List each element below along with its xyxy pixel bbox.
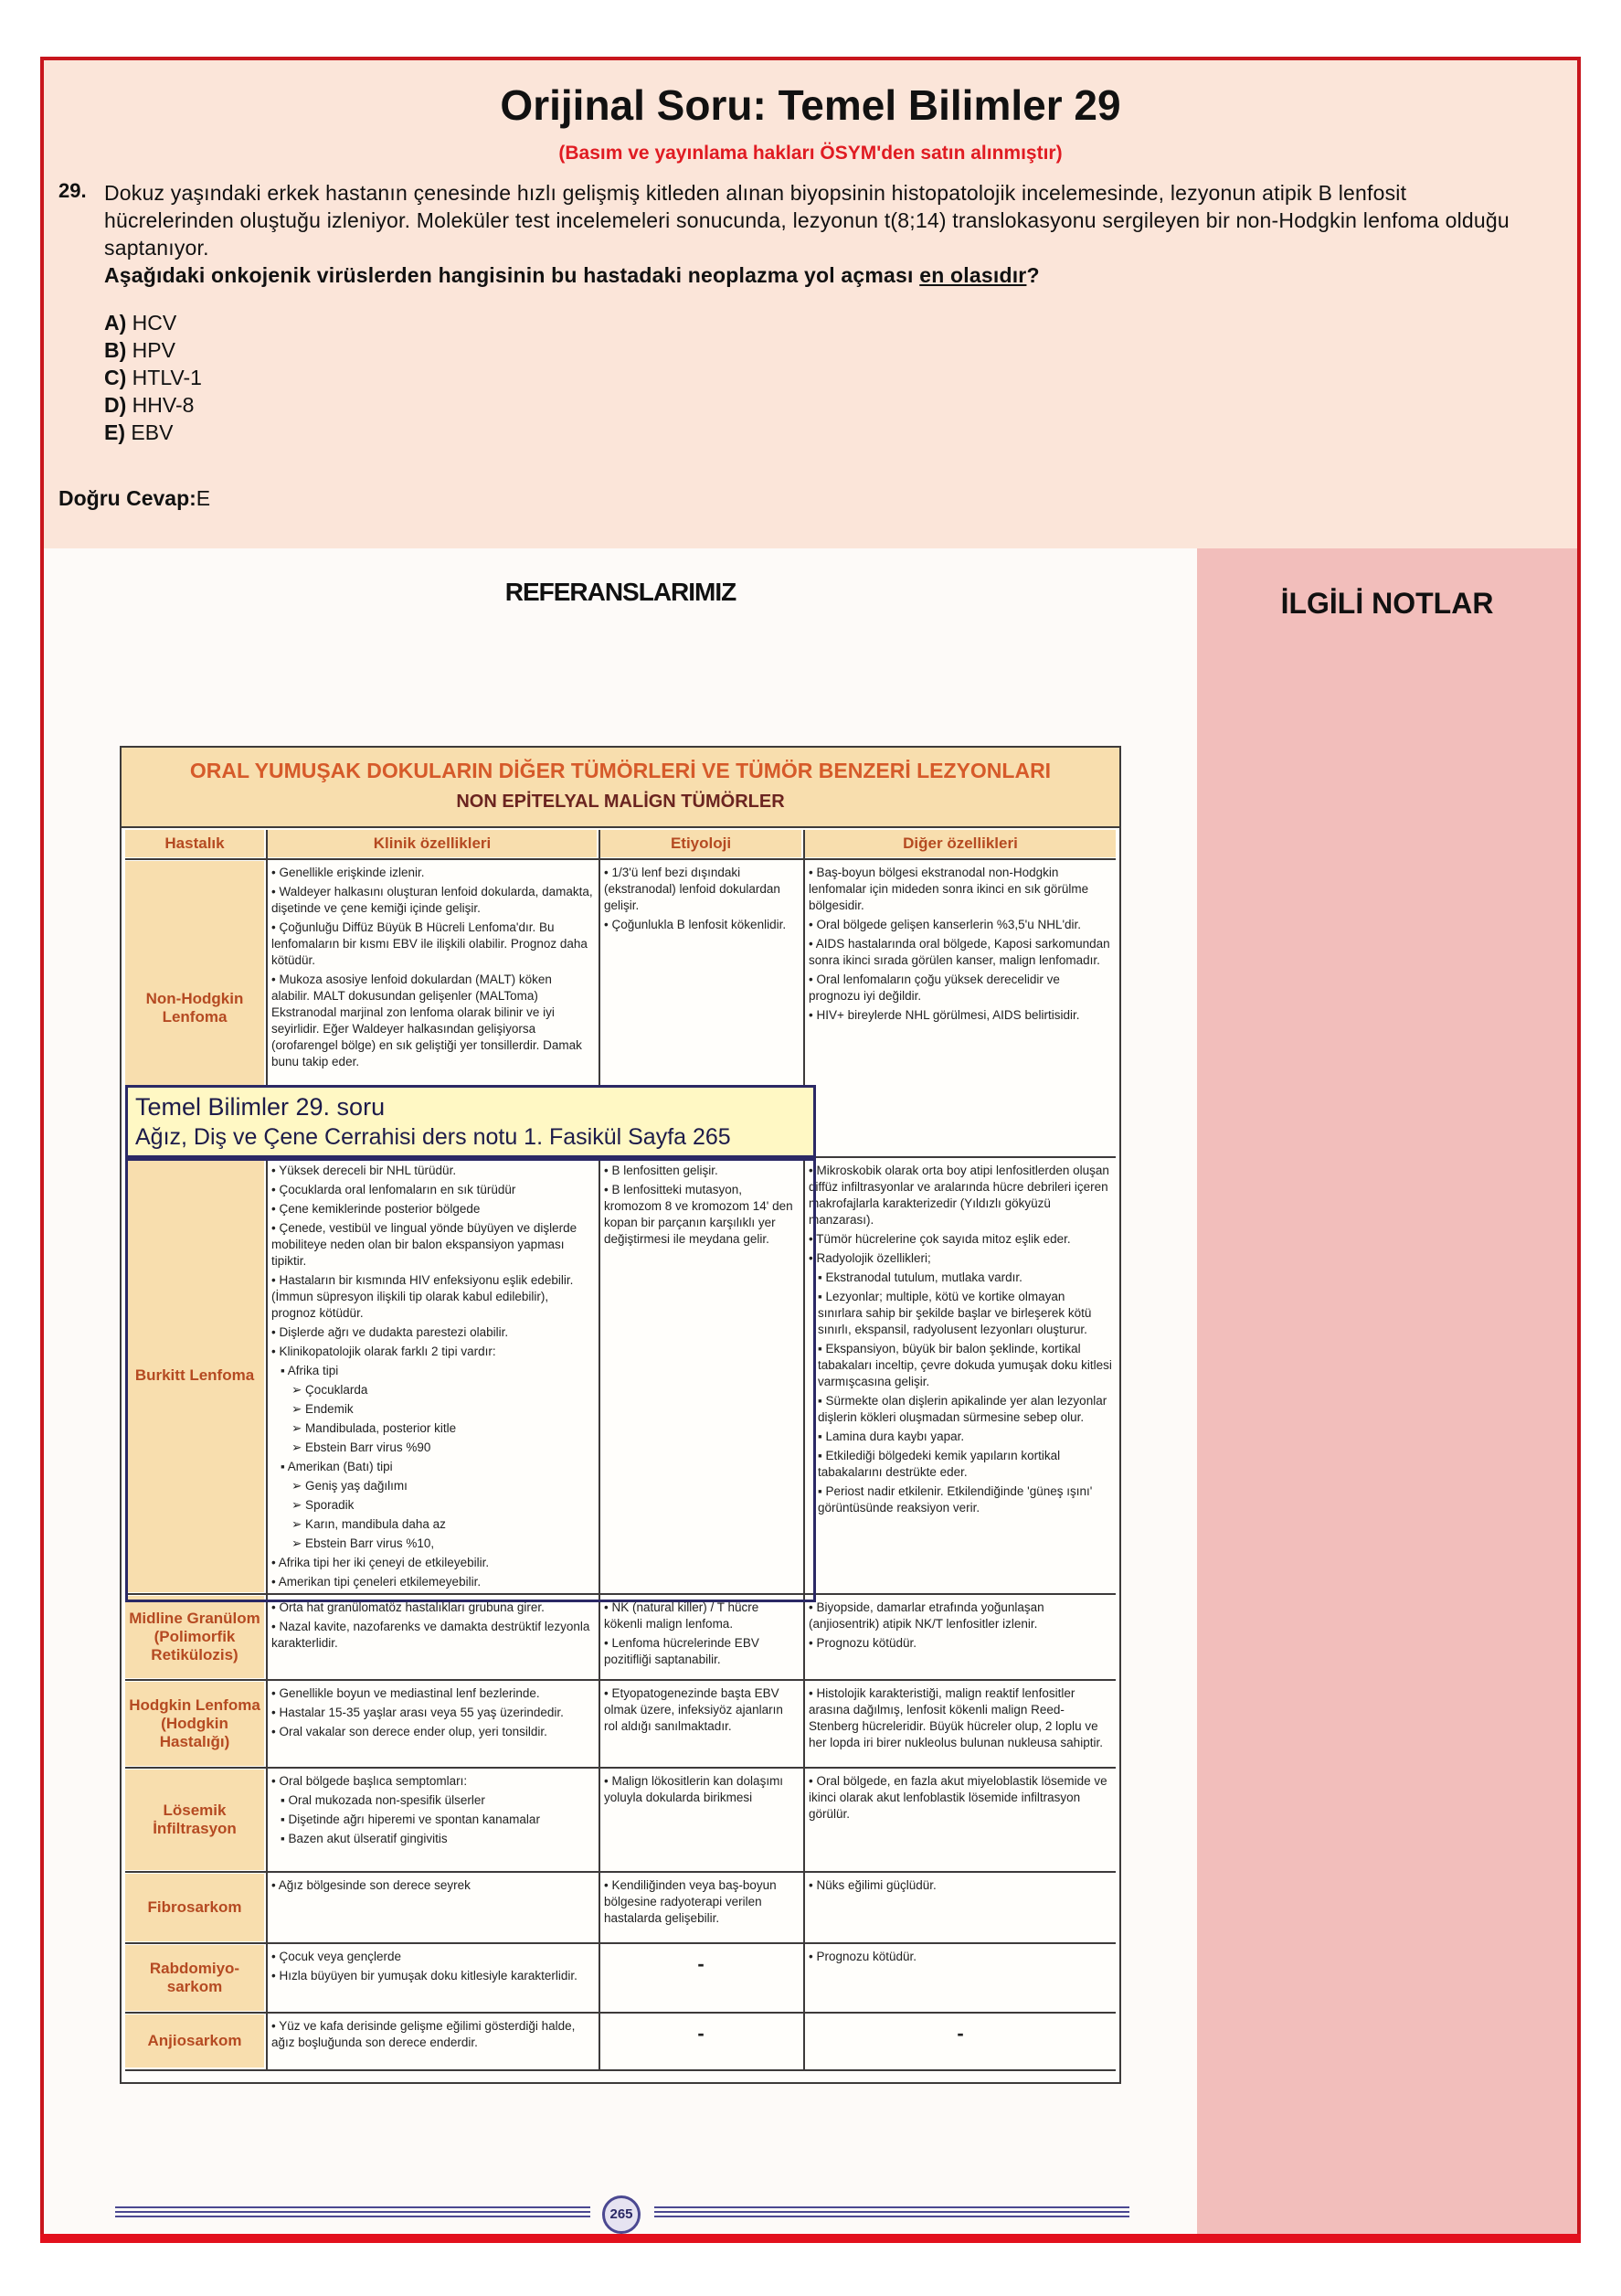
table-cell-clinical bbox=[271, 1600, 593, 1676]
table-cell-line: • Prognozu kötüdür. bbox=[809, 1636, 917, 1650]
table-cell-line: • Genellikle erişkinde izlenir. bbox=[271, 866, 425, 879]
table-cell-other bbox=[809, 1877, 1112, 1940]
callout-question-ref: Temel Bilimler 29. soru bbox=[135, 1093, 386, 1121]
table-cell-line: ▪ Amerikan (Batı) tipi bbox=[281, 1460, 393, 1473]
table-cell-line: ▪ Bazen akut ülseratif gingivitis bbox=[281, 1832, 448, 1845]
table-cell-etiology bbox=[604, 1685, 798, 1764]
question-stem: Dokuz yaşındaki erkek hastanın çenesinde hızlı gelişmiş kitleden alınan biyopsinin histopatolojik incelemesinde, lezyonun atipik B lenfosit hücrelerinden oluştuğu izleniyor. Moleküler test incelemeleri sonucunda, lezyonun t(8;14) translokasyonu sergileyen bir non-Hodgkin lenfoma olduğu saptanıyor. bbox=[104, 181, 1510, 260]
table-row-name: Fibrosarkom bbox=[125, 1874, 264, 1941]
col-header-etiology: Etiyoloji bbox=[600, 830, 801, 857]
table-cell-line: • Mikroskobik olarak orta boy atipi lenfositlerden oluşan diffüz infiltrasyonlar ve aralarında hücre debrileri içeren makrofajlarla karakterizedir (Yıldızlı gökyüzü manzarası). bbox=[809, 1164, 1109, 1227]
table-cell-line: - bbox=[957, 2022, 964, 2045]
table-cell-clinical bbox=[271, 1773, 593, 1868]
table-cell-etiology bbox=[604, 1600, 798, 1676]
table-cell-line: • Nüks eğilimi güçlüdür. bbox=[809, 1878, 937, 1892]
table-cell-line: ▪ Ekstranodal tutulum, mutlaka vardır. bbox=[818, 1270, 1022, 1284]
table-cell-other bbox=[809, 1600, 1112, 1676]
table-row-divider bbox=[125, 1679, 1116, 1681]
table-cell-line: • Mukoza asosiye lenfoid dokulardan (MALT) köken alabilir. MALT dokusundan gelişenler (MALToma) Ekstranodal marjinal zon lenfoma olarak bilinir ve iyi seyirlidir. Eğer Waldeyer halkasından gelişiyorsa (orofarengel bölge) en sık geliştiği yer tonsillerdir. Damak bunu takip eder. bbox=[271, 973, 582, 1068]
table-cell-etiology bbox=[604, 1949, 798, 2009]
table-row-name: Rabdomiyo-sarkom bbox=[125, 1945, 264, 2011]
table-bottom-rule bbox=[125, 2069, 1116, 2071]
copyright-note: (Basım ve yayınlama hakları ÖSYM'den satın alınmıştır) bbox=[558, 143, 1063, 164]
question-emphasis: en olasıdır bbox=[919, 263, 1027, 287]
table-cell-clinical bbox=[271, 1877, 593, 1940]
table-cell-line: • B lenfositteki mutasyon, kromozom 8 ve kromozom 14' den kopan bir parçanın karşılıklı yer değiştirmesi ile meydana gelir. bbox=[604, 1183, 793, 1246]
table-cell-line: - bbox=[697, 2022, 705, 2045]
notes-title: İLGİLİ NOTLAR bbox=[1280, 587, 1494, 620]
table-cell-other bbox=[809, 2018, 1112, 2066]
table-cell-line: • NK (natural killer) / T hücre kökenli malign lenfoma. bbox=[604, 1600, 759, 1631]
table-cell-line: ▪ Dişetinde ağrı hiperemi ve spontan kanamalar bbox=[281, 1812, 540, 1826]
table-cell-line: • Çocuk veya gençlerde bbox=[271, 1950, 402, 1963]
table-cell-line: • Çoğunluğu Diffüz Büyük B Hücreli Lenfoma'dır. Bu lenfomaların bir kısmı EBV ile ilişkili olabilir. Prognoz daha kötüdür. bbox=[271, 920, 588, 967]
table-cell-line: • Malign lökositlerin kan dolaşımı yoluyla dokularda birikmesi bbox=[604, 1774, 784, 1804]
reference-callout bbox=[125, 1085, 816, 1158]
table-cell-line: • Prognozu kötüdür. bbox=[809, 1950, 917, 1963]
col-header-disease: Hastalık bbox=[125, 830, 264, 857]
table-cell-line: • Nazal kavite, nazofarenks ve damakta destrüktif lezyonla karakterlidir. bbox=[271, 1620, 590, 1650]
table-cell-line: • Afrika tipi her iki çeneyi de etkileyebilir. bbox=[271, 1556, 490, 1569]
option-e: E) EBV bbox=[104, 420, 174, 444]
table-cell-etiology bbox=[604, 1877, 798, 1940]
bottom-red-bar bbox=[40, 2234, 1581, 2243]
table-cell-line: • Etyopatogenezinde başta EBV olmak üzere, infeksiyöz ajanların rol aldığı sanılmaktadır. bbox=[604, 1686, 783, 1733]
page-title: Orijinal Soru: Temel Bilimler 29 bbox=[500, 81, 1121, 129]
table-cell-line: ➢ Geniş yaş dağılımı bbox=[291, 1479, 408, 1493]
table-cell-line: • Oral bölgede başlıca semptomları: bbox=[271, 1774, 468, 1788]
table-cell-line: • Hastalar 15-35 yaşlar arası veya 55 yaş üzerindedir. bbox=[271, 1706, 564, 1719]
table-cell-line: • Ağız bölgesinde son derece seyrek bbox=[271, 1878, 471, 1892]
table-cell-line: • Yüksek dereceli bir NHL türüdür. bbox=[271, 1164, 457, 1177]
question-number: 29. bbox=[58, 179, 87, 202]
callout-source-ref: Ağız, Diş ve Çene Cerrahisi ders notu 1. Fasikül Sayfa 265 bbox=[135, 1124, 731, 1150]
table-cell-line: • Çocuklarda oral lenfomaların en sık türüdür bbox=[271, 1183, 516, 1196]
table-cell-line: • Dişlerde ağrı ve dudakta parestezi olabilir. bbox=[271, 1325, 509, 1339]
table-cell-clinical bbox=[271, 1685, 593, 1764]
table-cell-line: ▪ Lezyonlar; multiple, kötü ve kortike olmayan sınırlara sahip bir şekilde başlar ve birleşerek kötü sınırlı, ekspansil, radyolusent lezyonları oluşturur. bbox=[818, 1290, 1092, 1336]
table-cell-line: • Baş-boyun bölgesi ekstranodal non-Hodgkin lenfomalar için mideden sonra ikinci en sık görülme bölgesidir. bbox=[809, 866, 1089, 912]
table-cell-line: • Çenede, vestibül ve lingual yönde büyüyen ve dişlerde mobiliteye neden olan bir balon ekspansiyon yapması tipiktir. bbox=[271, 1221, 577, 1268]
table-cell-clinical bbox=[271, 1949, 593, 2009]
option-c: C) HTLV-1 bbox=[104, 366, 202, 389]
table-cell-line: ➢ Ebstein Barr virus %90 bbox=[291, 1440, 431, 1454]
scan-subtitle: NON EPİTELYAL MALİGN TÜMÖRLER bbox=[456, 792, 785, 812]
table-cell-etiology bbox=[604, 1773, 798, 1868]
references-title: REFERANSLARIMIZ bbox=[504, 578, 736, 606]
answer-options bbox=[104, 309, 202, 446]
table-cell-line: ▪ Etkilediği bölgedeki kemik yapıların kortikal tabakalarını destrükte eder. bbox=[818, 1449, 1061, 1479]
table-cell-other bbox=[809, 1773, 1112, 1868]
table-cell-line: • Hastaların bir kısmında HIV enfeksiyonu eşlik edebilir. (İmmun süpresyon ilişkili tip olarak kabul edilebilir), prognoz kötüdür. bbox=[271, 1273, 574, 1320]
table-cell-line: • Oral vakalar son derece ender olup, yeri tonsildir. bbox=[271, 1725, 547, 1738]
table-cell-line: • Yüz ve kafa derisinde gelişme eğilimi gösterdiği halde, ağız boşluğunda son derece enderdir. bbox=[271, 2019, 576, 2049]
table-cell-line: ▪ Sürmekte olan dişlerin apikalinde yer alan lezyonlar dişlerin kökleri oluşmadan sürmesine sebep olur. bbox=[818, 1394, 1107, 1424]
question-ask: Aşağıdaki onkojenik virüslerden hangisinin bu hastadaki neoplazma yol açması en olasıdır? bbox=[104, 263, 1040, 287]
option-b: B) HPV bbox=[104, 338, 175, 362]
option-a: A) HCV bbox=[104, 311, 177, 335]
table-cell-line: ➢ Mandibulada, posterior kitle bbox=[291, 1421, 457, 1435]
table-cell-line: ▪ Oral mukozada non-spesifik ülserler bbox=[281, 1793, 485, 1807]
table-cell-line: ➢ Endemik bbox=[291, 1402, 354, 1416]
table-cell-line: • Tümör hücrelerine çok sayıda mitoz eşlik eder. bbox=[809, 1232, 1071, 1246]
table-cell-line: ▪ Afrika tipi bbox=[281, 1364, 339, 1377]
table-cell-line: • Çene kemiklerinde posterior bölgede bbox=[271, 1202, 481, 1216]
table-cell-line: ➢ Ebstein Barr virus %10, bbox=[291, 1536, 435, 1550]
table-cell-line: • B lenfositten gelişir. bbox=[604, 1164, 718, 1177]
table-row-name: Hodgkin Lenfoma (Hodgkin Hastalığı) bbox=[125, 1682, 264, 1766]
table-cell-line: • Histolojik karakteristiği, malign reaktif lenfositler arasına dağılmış, lenfosit kökenli malign Reed-Stenberg hücreleridir. Büyük hücreler olup, 2 loplu ve her lopda iri birer nukleolus bulunan nukleusa sahiptir. bbox=[809, 1686, 1103, 1749]
table-row-name: Lösemik İnfiltrasyon bbox=[125, 1770, 264, 1870]
table-cell-line: • HIV+ bireylerde NHL görülmesi, AIDS belirtisidir. bbox=[809, 1008, 1080, 1022]
table-cell-other bbox=[809, 865, 1112, 1153]
table-row-name: Burkitt Lenfoma bbox=[125, 1159, 264, 1592]
notes-area bbox=[1197, 548, 1577, 2234]
table-cell-line: ➢ Sporadik bbox=[291, 1498, 355, 1512]
table-cell-line: • AIDS hastalarında oral bölgede, Kaposi sarkomundan sonra ikinci sırada görülen kanser, malign lenfomadır. bbox=[809, 937, 1110, 967]
page-number-badge: 265 bbox=[602, 2195, 641, 2234]
table-row-divider bbox=[125, 1942, 1116, 1944]
table-row-divider bbox=[125, 1871, 1116, 1873]
question-text bbox=[104, 179, 1530, 289]
highlight-box bbox=[125, 1158, 816, 1602]
table-cell-etiology bbox=[604, 2018, 798, 2066]
scan-header bbox=[122, 748, 1119, 828]
table-row-divider bbox=[125, 2012, 1116, 2014]
scan-title: ORAL YUMUŞAK DOKULARIN DİĞER TÜMÖRLERİ VE TÜMÖR BENZERİ LEZYONLARI bbox=[189, 759, 1052, 782]
col-header-other: Diğer özellikleri bbox=[805, 830, 1116, 857]
table-cell-line: • Oral bölgede, en fazla akut miyeloblastik lösemide ve ikinci olarak akut lenfoblastik lösemide infiltrasyon görülür. bbox=[809, 1774, 1107, 1821]
table-cell-line: • Klinikopatolojik olarak farklı 2 tipi vardır: bbox=[271, 1345, 496, 1358]
table-cell-other bbox=[809, 1685, 1112, 1764]
table-cell-line: - bbox=[697, 1952, 705, 1975]
table-cell-other bbox=[809, 1949, 1112, 2009]
table-row-name: Non-Hodgkin Lenfoma bbox=[125, 861, 264, 1155]
table-cell-line: • Hızla büyüyen bir yumuşak doku kitlesiyle karakterlidir. bbox=[271, 1969, 577, 1982]
table-row-name: Midline Granülom (Polimorfik Retikülozis) bbox=[125, 1596, 264, 1678]
table-row-name: Anjiosarkom bbox=[125, 2014, 264, 2067]
table-cell-line: ▪ Ekspansiyon, büyük bir balon şeklinde, kortikal tabakaları inceltip, çevre dokuda yumuşak doku kitlesi varmışcasına gelişir. bbox=[818, 1342, 1112, 1388]
col-header-clinical: Klinik özellikleri bbox=[268, 830, 597, 857]
table-cell-line: • Kendiliğinden veya baş-boyun bölgesine radyoterapi verilen hastalarda gelişebilir. bbox=[604, 1878, 777, 1925]
table-cell-line: • Biyopside, damarlar etrafında yoğunlaşan (anjiosentrik) atipik NK/T lenfositler izlenir. bbox=[809, 1600, 1044, 1631]
table-cell-other bbox=[809, 1163, 1112, 1590]
table-cell-clinical bbox=[271, 2018, 593, 2066]
table-cell-line: • Waldeyer halkasını oluşturan lenfoid dokularda, damakta, dişetinde ve çene kemiği içinde gelişir. bbox=[271, 885, 593, 915]
table-cell-line: • 1/3'ü lenf bezi dışındaki (ekstranodal) lenfoid dokulardan gelişir. bbox=[604, 866, 780, 912]
table-cell-line: ➢ Karın, mandibula daha az bbox=[291, 1517, 446, 1531]
table-cell-line: • Orta hat granülomatöz hastalıkları grubuna girer. bbox=[271, 1600, 545, 1614]
table-cell-line: • Genellikle boyun ve mediastinal lenf bezlerinde. bbox=[271, 1686, 540, 1700]
table-row-divider bbox=[125, 858, 1116, 860]
table-cell-line: • Oral bölgede gelişen kanserlerin %3,5'u NHL'dir. bbox=[809, 918, 1082, 931]
table-cell-line: • Radyolojik özellikleri; bbox=[809, 1251, 931, 1265]
table-cell-line: • Amerikan tipi çeneleri etkilemeyebilir. bbox=[271, 1575, 482, 1589]
table-cell-line: • Çoğunlukla B lenfosit kökenlidir. bbox=[604, 918, 787, 931]
table-row-divider bbox=[125, 1767, 1116, 1769]
option-d: D) HHV-8 bbox=[104, 393, 195, 417]
table-cell-line: ▪ Periost nadir etkilenir. Etkilendiğinde 'güneş ışını' görüntüsünde reaksiyon verir. bbox=[818, 1484, 1093, 1515]
question-panel bbox=[44, 60, 1577, 548]
table-cell-line: • Lenfoma hücrelerinde EBV pozitifliği saptanabilir. bbox=[604, 1636, 759, 1666]
table-cell-line: ▪ Lamina dura kaybı yapar. bbox=[818, 1430, 965, 1443]
table-cell-line: ➢ Çocuklarda bbox=[291, 1383, 368, 1397]
correct-answer: Doğru Cevap:E bbox=[58, 486, 211, 510]
table-cell-line: • Oral lenfomaların çoğu yüksek derecelidir ve prognozu iyi değildir. bbox=[809, 973, 1060, 1003]
